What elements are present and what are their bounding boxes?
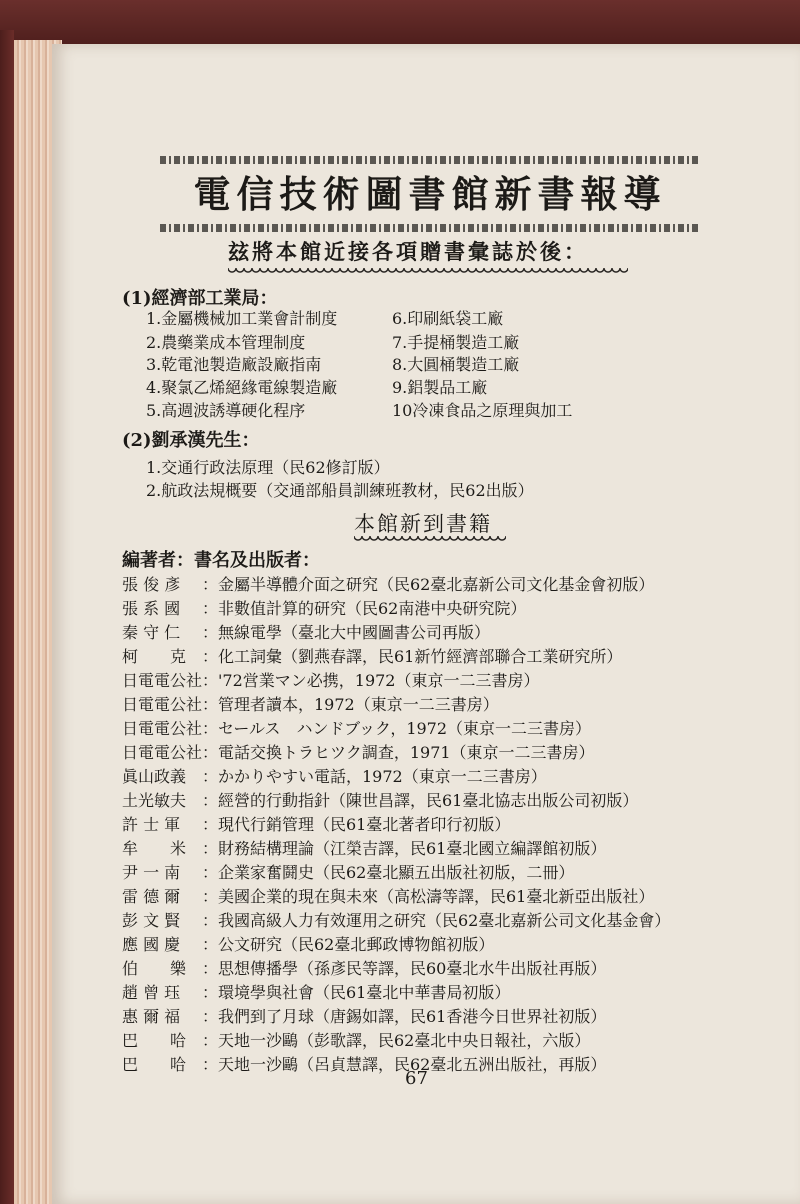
book-title-publisher: ：化工詞彙（劉燕春譯，民61新竹經濟部聯合工業研究所） [202, 647, 623, 666]
book-entry [122, 908, 670, 931]
book-cover-spine [0, 30, 14, 1204]
book-entry [122, 1028, 590, 1051]
book-title-publisher: ：金屬半導體介面之研究（民62臺北嘉新公司文化基金會初版） [202, 575, 655, 594]
decorative-rule-bottom [160, 224, 700, 232]
book-author: 日電電公社 [122, 743, 203, 762]
book-author: 日電電公社 [122, 695, 203, 714]
intro-text: 玆將本館近接各項贈書彙誌於後： [228, 239, 588, 264]
book-entry [122, 812, 510, 835]
book-title-publisher: ：企業家奮鬪史（民62臺北顯五出版社初版，二冊） [202, 863, 575, 882]
donation-item: 10冷凍食品之原理與加工 [392, 401, 573, 420]
book-author: 張 俊 彥 [122, 575, 181, 594]
donation-item: 6.印刷紙袋工廠 [392, 309, 504, 328]
book-author: 伯 樂 [122, 959, 187, 978]
book-title-publisher: ：電話交換トラヒツク調查，1971（東京一二三書房） [202, 743, 595, 762]
book-author: 趙 曾 珏 [122, 983, 181, 1002]
book-title-publisher: ：'72営業マン必携，1972（東京一二三書房） [202, 671, 540, 690]
book-author: 尹 一 南 [122, 863, 181, 882]
book-author: 秦 守 仁 [122, 623, 181, 642]
donation-item: 7.手提桶製造工廠 [392, 333, 520, 352]
books-column-header: 編著者：書名及出版者： [122, 550, 320, 571]
donation-item: 4.聚氯乙烯絕緣電線製造廠 [146, 378, 338, 397]
book-author: 惠 爾 福 [122, 1007, 181, 1026]
book-entry [122, 692, 499, 715]
book-title-publisher: ：我國高級人力有效運用之研究（民62臺北嘉新公司文化基金會） [202, 911, 671, 930]
wavy-underline [354, 536, 506, 544]
book-title-publisher: ：環境學與社會（民61臺北中華書局初版） [202, 983, 511, 1002]
book-entry [122, 764, 547, 787]
book-author: 牟 米 [122, 839, 187, 858]
book-entry [122, 1052, 606, 1075]
donation-item: 8.大圓桶製造工廠 [392, 355, 520, 374]
donation-item: 1.交通行政法原理（民62修訂版） [146, 458, 390, 477]
book-title-publisher: ：かかりやすい電話，1972（東京一二三書房） [202, 767, 547, 786]
book-title-publisher: ：無線電學（臺北大中國圖書公司再版） [202, 623, 491, 642]
book-author: 巴 哈 [122, 1031, 187, 1050]
book-title-publisher: ：セールス ハンドブック，1972（東京一二三書房） [202, 719, 592, 738]
book-author: 日電電公社 [122, 719, 203, 738]
book-title-publisher: ：財務結構理論（江榮吉譯，民61臺北國立編譯館初版） [202, 839, 607, 858]
book-author: 巴 哈 [122, 1055, 187, 1074]
decorative-rule-top [160, 156, 700, 164]
book-entry [122, 716, 591, 739]
book-title-publisher: ：經營的行動指針（陳世昌譯，民61臺北協志出版公司初版） [202, 791, 639, 810]
book-title-publisher: ：我們到了月球（唐錫如譯，民61香港今日世界社初版） [202, 1007, 607, 1026]
book-cover-top [0, 0, 800, 44]
donor-heading: (2)劉承漢先生： [122, 430, 260, 451]
book-entry [122, 668, 539, 691]
book-entry [122, 836, 606, 859]
book-entry [122, 740, 595, 763]
book-author: 日電電公社 [122, 671, 203, 690]
book-entry [122, 860, 574, 883]
book-entry [122, 956, 606, 979]
wavy-underline [228, 268, 628, 276]
donation-item: 9.鋁製品工廠 [392, 378, 488, 397]
book-title-publisher: ：現代行銷管理（民61臺北著者印行初版） [202, 815, 511, 834]
donation-item: 2.航政法規概要（交通部船員訓練班教材，民62出版） [146, 481, 534, 500]
book-author: 張 系 國 [122, 599, 181, 618]
book-entry [122, 932, 494, 955]
book-author: 土光敏夫 [122, 791, 187, 810]
donor-heading: (1)經濟部工業局： [122, 288, 278, 309]
book-title-publisher: ：思想傳播學（孫彥民等譯，民60臺北水牛出版社再版） [202, 959, 607, 978]
book-entry [122, 644, 622, 667]
book-author: 彭 文 賢 [122, 911, 181, 930]
book-entry [122, 980, 510, 1003]
book-author: 眞山政義 [122, 767, 187, 786]
book-title-publisher: ：非數值計算的研究（民62南港中央研究院） [202, 599, 527, 618]
book-entry [122, 788, 638, 811]
book-entry [122, 620, 490, 643]
section-title-new-books: 本館新到書籍 [354, 512, 492, 536]
book-entry [122, 572, 654, 595]
book-author: 應 國 慶 [122, 935, 181, 954]
book-title-publisher: ：天地一沙鷗（彭歌譯，民62臺北中央日報社，六版） [202, 1031, 591, 1050]
book-entry [122, 1004, 606, 1027]
book-title-publisher: ：美國企業的現在與未來（高松濤等譯，民61臺北新亞出版社） [202, 887, 655, 906]
page-number: 67 [405, 1068, 428, 1089]
donation-item: 3.乾電池製造廠設廠指南 [146, 355, 322, 374]
donation-item: 5.高週波誘導硬化程序 [146, 401, 306, 420]
page-header [160, 156, 700, 232]
book-title-publisher: ：公文研究（民62臺北郵政博物館初版） [202, 935, 495, 954]
book-author: 柯 克 [122, 647, 187, 666]
book-title-publisher: ：管理者讀本，1972（東京一二三書房） [202, 695, 499, 714]
donation-item: 1.金屬機械加工業會計制度 [146, 309, 338, 328]
book-author: 雷 德 爾 [122, 887, 181, 906]
page-title: 電信技術圖書館新書報導 [193, 172, 667, 216]
book-entry [122, 884, 654, 907]
book-author: 許 士 軍 [122, 815, 181, 834]
donation-item: 2.農藥業成本管理制度 [146, 333, 306, 352]
book-entry [122, 596, 526, 619]
book-title-publisher: ：天地一沙鷗（呂貞慧譯，民62臺北五洲出版社，再版） [202, 1055, 607, 1074]
